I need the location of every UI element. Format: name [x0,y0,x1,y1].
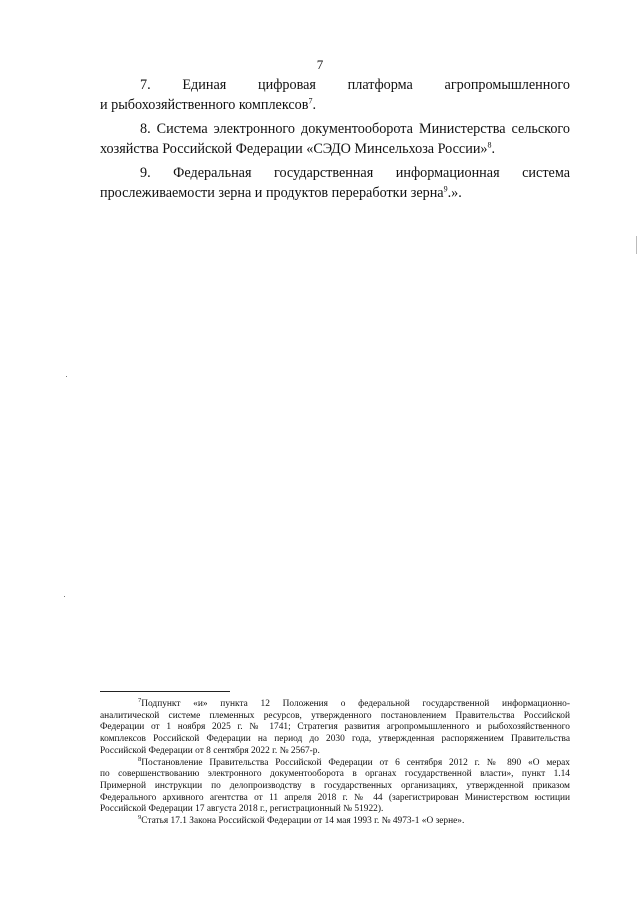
paragraph-tail: . [312,97,317,113]
footnote-line: аналитической системе племенных ресурсов, утвержденного постановлением Правительства Российской [100,710,570,721]
paragraph-last-line-text: хозяйства Российской Федерации «СЭДО Минсельхоза России» [100,141,488,157]
footnote-line [100,696,570,711]
footnote-line: Примерной инструкции по делопроизводству в государственных организациях, утвержденной приказом [100,780,570,791]
paragraph-last-line [100,139,570,159]
paragraph-last-line-text: и рыбохозяйственного комплексов [100,97,309,113]
footnote-reference[interactable]: 9 [443,184,448,194]
footnote-reference[interactable]: 7 [308,96,313,106]
footnote-mark: 7 [138,696,142,704]
footnote-line: Федерального архивного агентства от 11 апреля 2018 г. № 44 (зарегистрирован Министерством юстиции [100,792,570,803]
footnote-text: Статья 17.1 Закона Российской Федерации от 14 мая 1993 г. № 4973-1 «О зерне». [141,816,465,827]
page-number: 7 [316,57,324,72]
paragraph-9 [100,163,570,203]
footnote-line: Российской Федерации от 8 сентября 2022 г. № 2567-р. [100,745,320,756]
scan-artifact [636,236,637,254]
paragraph-8 [100,119,570,159]
footnote-8 [100,755,570,817]
paragraph-last-line-text: прослеживаемости зерна и продуктов переработки зерна [100,185,444,201]
footnote-text: Постановление Правительства Российской Федерации от 6 сентября 2012 г. № 890 «О мерах [141,757,570,768]
footnote-9 [100,813,570,828]
footnote-line [100,755,570,770]
footnote-reference[interactable]: 8 [487,140,492,150]
paragraph-last-line [100,183,570,203]
main-text [100,75,570,203]
paragraph-line: 8. Система электронного документооборота Министерства сельского [140,121,570,137]
footnote-line: комплексов Российской Федерации на период до 2030 года, утвержденная распоряжением Правительства [100,734,570,745]
footnote-line: Российской Федерации 17 августа 2018 г., регистрационный № 51922). [100,804,384,815]
scan-artifact [66,376,67,377]
paragraph-line: 7. Единая цифровая платформа агропромышленного [140,77,570,93]
scan-artifact [64,596,65,597]
paragraph-line: 9. Федеральная государственная информационная система [140,165,570,181]
footnote-text: Подпункт «и» пункта 12 Положения о федеральной государственной информационно- [141,699,570,709]
footnote-mark: 8 [138,755,142,763]
footnotes [100,696,570,828]
footnote-line [100,813,570,828]
paragraph-tail: .». [447,185,462,201]
paragraph-last-line [100,95,570,115]
paragraph-tail: . [491,141,496,157]
footnote-line: по совершенствованию электронного документооборота в органах государственной власти», пункт 1.14 [100,769,570,780]
footnote-line: Федерации от 1 ноября 2025 г. № 1741; Стратегия развития агропромышленного и рыбохозяйственного [100,722,570,733]
footnote-7 [100,696,570,758]
footnote-separator [100,691,230,692]
footnote-mark: 9 [138,813,142,821]
paragraph-7 [100,75,570,115]
